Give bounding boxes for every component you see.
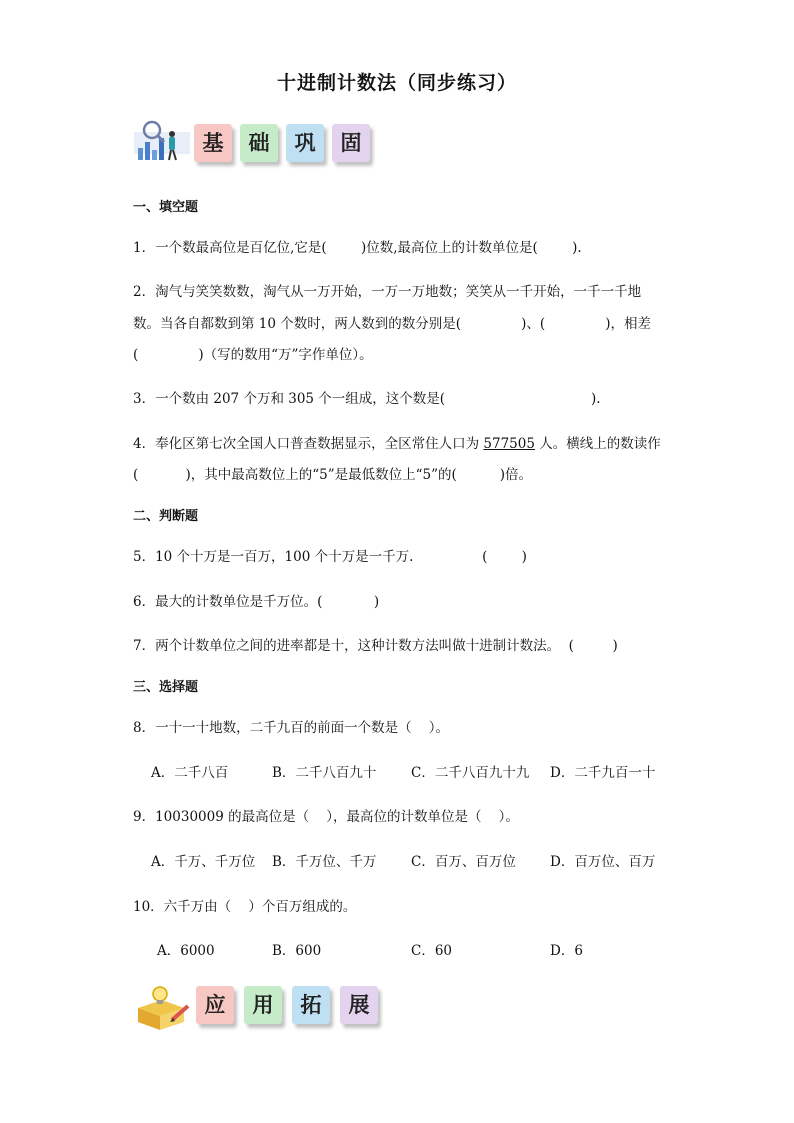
question-7: 7．两个计数单位之间的进率都是十，这种计数方法叫做十进制计数法。 ( ) [133,638,618,654]
question-4-line-2: ( )，其中最高数位上的“5”是最低数位上“5”的( )倍。 [133,467,532,483]
q10-option-c: C．60 [411,943,453,959]
banner-tile-2: 础 [240,124,278,162]
question-4-text-a: 4．奉化区第七次全国人口普查数据显示，全区常住人口为 [133,436,484,452]
question-6: 6．最大的计数单位是千万位。( ) [133,594,380,610]
section-heading-fill: 一、填空题 [133,200,199,215]
q10-option-b: B．600 [272,943,322,959]
question-2-line-1: 2．淘气与笑笑数数，淘气从一万开始，一万一万地数；笑笑从一千开始，一千一千地 [133,284,642,300]
question-2-line-2: 数。当各自都数到第 10 个数时，两人数到的数分别是( )、( )，相差 [133,316,651,332]
question-4-text-b: 人。横线上的数读作 [534,436,661,452]
question-8: 8．一十一十地数，二千九百的前面一个数是（ ）。 [133,720,450,736]
page-title: 十进制计数法（同步练习） [276,72,517,94]
banner-tile-1: 基 [194,124,232,162]
question-5: 5．10 个十万是一百万，100 个十万是一千万. ( ) [133,549,527,565]
banner2-tile-1: 应 [196,986,234,1024]
q9-option-a: A．千万、千万位 [151,854,256,870]
question-9: 9．10030009 的最高位是（ ），最高位的计数单位是（ ）。 [133,809,519,825]
q10-option-a: A．6000 [157,943,215,959]
question-3: 3．一个数由 207 个万和 305 个一组成，这个数是( ). [133,391,601,407]
q9-option-b: B．千万位、千万 [272,854,377,870]
q8-option-b: B．二千八百九十 [272,765,377,781]
q8-option-a: A．二千八百 [151,765,229,781]
question-2-line-3: ( )（写的数用“万”字作单位）。 [133,347,373,363]
q8-option-c: C．二千八百九十九 [411,765,530,781]
magnifier-bar-chart-icon [132,120,190,170]
banner2-tile-2: 用 [244,986,282,1024]
q9-option-d: D．百万位、百万 [550,854,656,870]
q10-option-d: D．6 [550,943,583,959]
banner2-tile-4: 展 [340,986,378,1024]
question-1: 1．一个数最高位是百亿位,它是( )位数,最高位上的计数单位是( ). [133,240,582,256]
banner-tile-4: 固 [332,124,370,162]
section-heading-choice: 三、选择题 [133,680,199,695]
question-4-line-1 [133,432,661,452]
section-heading-judge: 二、判断题 [133,509,199,524]
underlined-number: 577505 [483,436,535,452]
q8-option-d: D．二千九百一十 [550,765,656,781]
q9-option-c: C．百万、百万位 [411,854,516,870]
section-banner-extension [132,982,402,1032]
lightbulb-box-pencil-icon [132,982,190,1032]
question-10: 10．六千万由（ ）个百万组成的。 [133,899,357,915]
section-banner-basic [132,120,402,170]
banner2-tile-3: 拓 [292,986,330,1024]
banner-tile-3: 巩 [286,124,324,162]
